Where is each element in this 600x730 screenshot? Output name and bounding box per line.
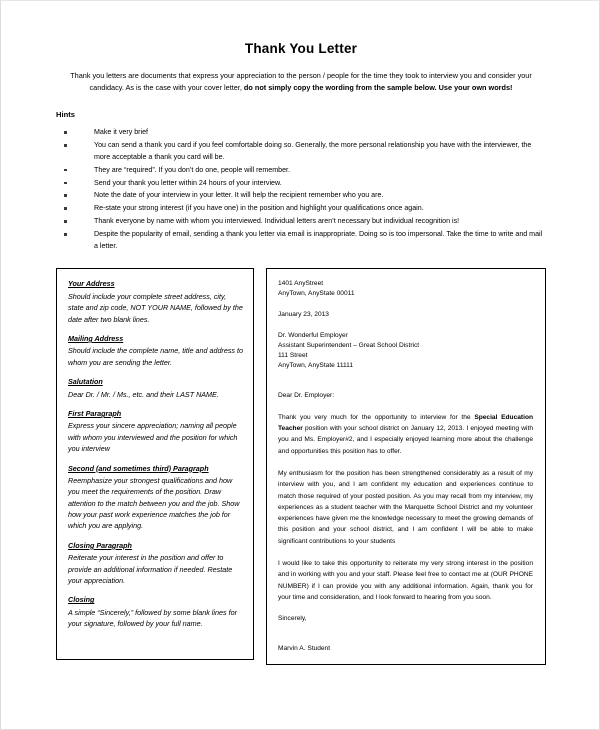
letter-paragraph-2: My enthusiasm for the position has been strengthened considerably as a result of my interview with you, and I am confident my education and experiences continue to match those required of your posted position. As you may recall from my interview, my experiences as a student teacher with the Marquette School District and my volunteer experiences have given me the knowledge necessary to meet the growing demands of this position and your school district, and I am confident I will be able to make significant contributions to your students [278, 469, 533, 545]
letter-salutation: Dear Dr. Employer: [278, 391, 335, 399]
sample-letter-box [266, 268, 546, 665]
letter-closing: Sincerely, [278, 615, 307, 623]
list-item: Despite the popularity of email, sending a thank you letter via email is inappropriate. Doing so is too impersonal. Take the time to write and mail a letter. [56, 229, 546, 252]
guide-section-heading: Your Address [68, 279, 115, 289]
spacer [278, 371, 533, 391]
guide-section-body: Reemphasize your strongest qualifications and how you meet the requirements of the position. Draw attention to the match between you and the job. Show how your past work experience matches the job for which you are applying. [68, 475, 240, 531]
document-content [56, 41, 546, 665]
list-item: They are “required”. If you don’t do one, people will remember. [56, 165, 546, 176]
letter-paragraph-3: I would like to take this opportunity to reiterate my very strong interest in the position and in working with you and your staff. Please feel free to contact me at (OUR PHONE NUMBER) if I can provide you with any additional information. Again, thank you for your time and consideration, and I look forward to hearing from you soon. [278, 560, 533, 602]
list-item: Re-state your strong interest (if you have one) in the position and highlight your qualifications once again. [56, 203, 546, 214]
guide-section-closing-paragraph [68, 541, 243, 587]
guide-section-heading: Second (and sometimes third) Paragraph [68, 463, 209, 473]
guide-section-your-address [68, 279, 243, 325]
recipient-street: 111 Street [278, 351, 308, 359]
recipient-city: AnyTown, AnyState 11111 [278, 361, 354, 369]
guide-section-heading: First Paragraph [68, 408, 122, 418]
guide-section-heading: Mailing Address [68, 333, 124, 343]
spacer [278, 457, 533, 468]
sender-address-line1: 1401 AnyStreet [278, 280, 324, 288]
guide-section-body: Reiterate your interest in the position and offer to provide an additional information if needed. Restate your appreciation. [68, 553, 233, 586]
letter-paragraph-1 [278, 412, 533, 457]
list-item: You can send a thank you card if you feel comfortable doing so. Generally, the more personal relationship you have with the interviewer, the more acceptable a thank you card will be. [56, 140, 546, 163]
boxes-container [56, 268, 546, 665]
intro-text-plain: Thank you letters are documents that express your appreciation to the person / people for the time they took to interview you and consider your candidacy. As is the case with your cover letter, [70, 71, 532, 93]
guide-section-heading: Closing Paragraph [68, 540, 132, 550]
letter-structure-guide-box [56, 268, 254, 660]
para1-position-title: Special Education Teacher [278, 413, 533, 432]
list-item: Send your thank you letter within 24 hours of your interview. [56, 178, 546, 189]
guide-section-heading: Closing [68, 595, 95, 605]
spacer [278, 299, 533, 310]
list-item: Thank everyone by name with whom you interviewed. Individual letters aren’t necessary but individual recognition is! [56, 216, 546, 227]
hints-list [56, 127, 546, 252]
hints-heading: Hints [56, 110, 75, 120]
spacer [278, 547, 533, 558]
letter-date: January 23, 2013 [278, 311, 329, 319]
list-item: Make it very brief [56, 127, 546, 138]
para1-text-before: Thank you very much for the opportunity to interview for the [278, 413, 475, 421]
recipient-title: Assistant Superintendent – Great School District [278, 341, 420, 349]
spacer [278, 320, 533, 331]
para1-text-after: position with your school district on January 12, 2013. I enjoyed meeting with you and Ms. Employer#2, and I especially enjoyed learning more about the challenge and opportunities this position has to offer. [278, 424, 533, 455]
list-item: Note the date of your interview in your letter. It will help the recipient remember who you are. [56, 190, 546, 201]
guide-section-body: A simple “Sincerely,” followed by some blank lines for your signature, followed by your full name. [68, 607, 237, 629]
guide-section-body: Should include the complete name, title and address to whom you are sending the letter. [68, 346, 244, 367]
page-title: Thank You Letter [244, 41, 358, 56]
guide-section-body: Express your sincere appreciation; naming all people with whom you interviewed and the position for which you interview [68, 421, 238, 454]
signature-space [278, 624, 533, 644]
guide-section-first-paragraph [68, 409, 243, 455]
guide-section-body: Should include your complete street address, city, state and zip code, NOT YOUR NAME, followed by the date after two blank lines. [68, 291, 243, 324]
spacer [278, 401, 533, 412]
guide-section-second-paragraph [68, 464, 243, 532]
intro-text-bold: do not simply copy the wording from the sample below. Use your own words! [243, 83, 513, 93]
intro-paragraph [56, 70, 546, 94]
spacer [278, 603, 533, 614]
recipient-name: Dr. Wonderful Employer [278, 332, 348, 340]
signature-name: Marvin A. Student [278, 645, 331, 653]
guide-section-body: Dear Dr. / Mr. / Ms., etc. and their LAST NAME. [68, 389, 219, 399]
guide-section-salutation [68, 377, 243, 400]
sender-address-line2: AnyTown, AnyState 00011 [278, 290, 355, 298]
guide-section-closing [68, 595, 243, 629]
guide-section-heading: Salutation [68, 377, 103, 387]
guide-section-mailing-address [68, 334, 243, 368]
